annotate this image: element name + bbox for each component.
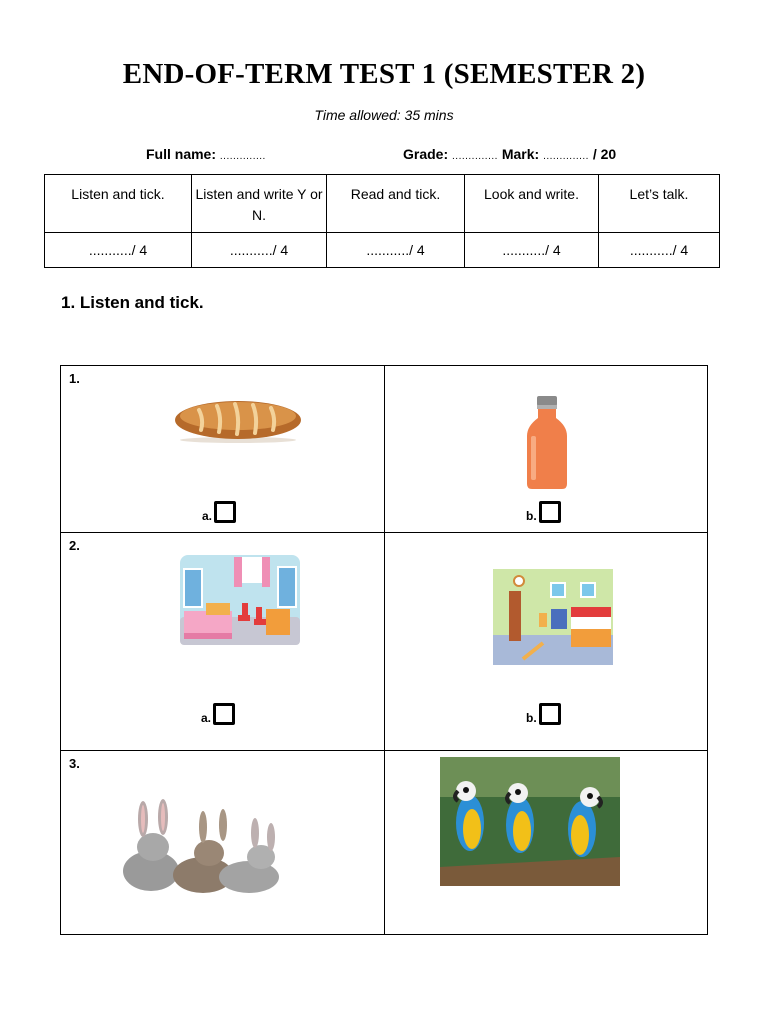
question-number: 3. [69,756,80,771]
option-b [526,501,561,523]
score-cell[interactable]: .........../ 4 [192,233,327,268]
parrots-image [440,757,620,886]
green-bedroom-image [493,569,613,665]
tick-box[interactable] [213,703,235,725]
pink-bedroom-image [180,555,300,645]
option-a-label: a. [201,711,212,725]
rabbits-image [115,799,295,895]
option-a-label: a. [202,509,213,523]
option-b-label: b. [526,509,537,523]
score-cell[interactable]: .........../ 4 [599,233,720,268]
juice-bottle-image [525,394,569,490]
score-table-header-text: Listen and write Y or N. [195,186,323,223]
mark-total: / 20 [592,146,617,162]
question-number: 2. [69,538,80,553]
question-number: 1. [69,371,80,386]
score-table-header [192,175,327,233]
tick-box[interactable] [539,703,561,725]
grade-mark-fields [403,146,616,162]
question-2-cell-a [60,532,385,751]
score-table [44,174,720,268]
grade-blank[interactable]: .............. [452,151,498,162]
score-cell[interactable]: .........../ 4 [327,233,465,268]
score-table-header: Listen and tick. [45,175,192,233]
score-table-header: Look and write. [465,175,599,233]
option-a [202,501,236,523]
bread-loaf-image [171,394,305,444]
question-1-cell-a [60,365,385,533]
tick-box[interactable] [539,501,561,523]
test-title: END-OF-TERM TEST 1 (SEMESTER 2) [122,58,646,90]
mark-blank[interactable]: .............. [543,151,589,162]
mark-label: Mark: [501,146,540,162]
time-allowed: Time allowed: 35 mins [314,107,454,123]
question-1-cell-b [384,365,708,533]
full-name-blank[interactable]: .............. [219,151,266,162]
question-3-cell-a [60,750,385,935]
score-cell[interactable]: .........../ 4 [465,233,599,268]
score-table-score-row [45,233,720,268]
option-b-label: b. [526,711,537,725]
option-b [526,703,561,725]
listen-tick-grid [60,365,708,935]
tick-box[interactable] [214,501,236,523]
score-table-header: Read and tick. [327,175,465,233]
score-table-header-row [45,175,720,233]
full-name-field[interactable] [146,146,266,162]
score-table-header: Let’s talk. [599,175,720,233]
question-3-cell-b [384,750,708,935]
question-2-cell-b [384,532,708,751]
section-title: 1. Listen and tick. [61,293,204,312]
grade-label: Grade: [403,146,449,162]
full-name-label: Full name: [146,146,217,162]
option-a [201,703,235,725]
score-cell[interactable]: .........../ 4 [45,233,192,268]
